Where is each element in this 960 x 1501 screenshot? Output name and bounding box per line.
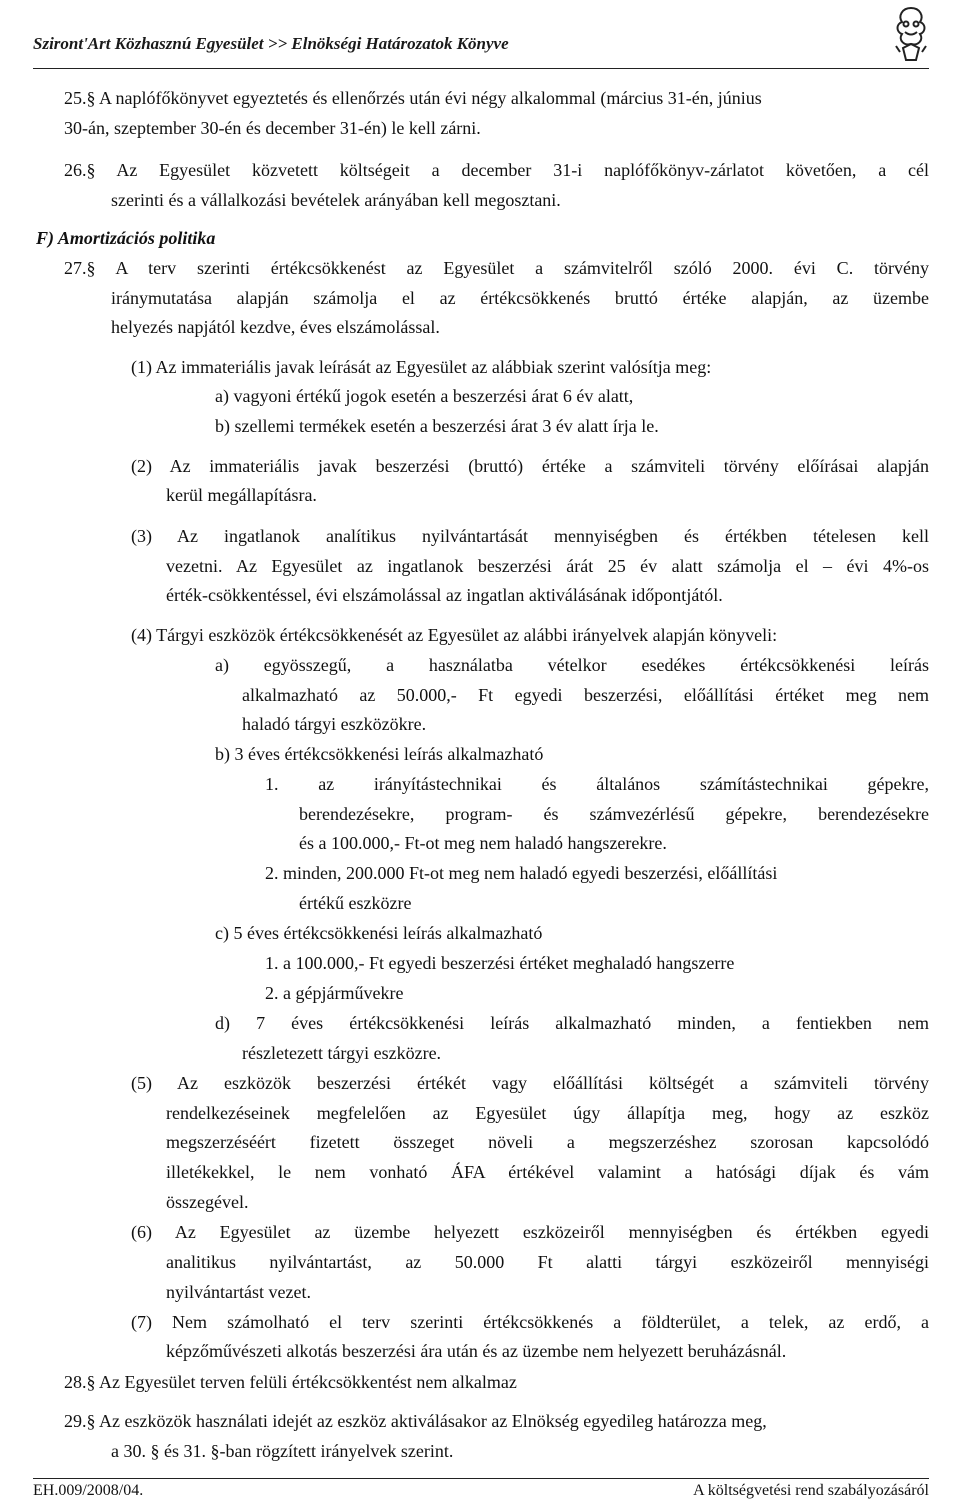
paragraph-25-line-2: 30-án, szeptember 30-én és december 31-én) le kell zárni. xyxy=(64,118,481,138)
item-5-line-3: megszerzéséért fizetett összeget növeli a megszerzéshez szorosan kapcsolódó xyxy=(166,1132,929,1152)
paragraph-27-line-2: iránymutatása alapján számolja el az értékcsökkenés bruttó értéke alapján, az üzembe xyxy=(111,288,929,308)
item-4b-line-1: b) 3 éves értékcsökkenési leírás alkalmazható xyxy=(215,744,544,764)
item-3-line-1: (3) Az ingatlanok analítikus nyilvántartását mennyiségben és értékben tételesen kell xyxy=(131,526,929,546)
item-5-line-2: rendelkezéseinek megfelelően az Egyesület úgy állapítja meg, hogy az eszköz xyxy=(166,1103,929,1123)
paragraph-28: 28.§ Az Egyesület terven felüli értékcsökkentést nem alkalmaz xyxy=(64,1372,517,1392)
item-2-line-1: (2) Az immateriális javak beszerzési (bruttó) értéke a számviteli törvény előírásai alapján xyxy=(131,456,929,476)
item-4b1-line-3: és a 100.000,- Ft-ot meg nem haladó hangszerekre. xyxy=(299,833,667,853)
item-1b: b) szellemi termékek esetén a beszerzési árat 3 év alatt írja le. xyxy=(215,416,659,436)
item-4c1: 1. a 100.000,- Ft egyedi beszerzési értéket meghaladó hangszerre xyxy=(265,953,735,973)
paragraph-26-line-2: szerinti és a vállalkozási bevételek arányában kell megosztani. xyxy=(111,190,561,210)
item-1-line-1: (1) Az immateriális javak leírását az Egyesület az alábbiak szerint valósítja meg: xyxy=(131,357,712,377)
item-4a-line-3: haladó tárgyi eszközökre. xyxy=(242,714,427,734)
paragraph-29-line-1: 29.§ Az eszközök használati idejét az eszköz aktiválásakor az Elnökség egyedileg határozza meg, xyxy=(64,1411,767,1431)
item-6-line-1: (6) Az Egyesület az üzembe helyezett eszközeiről mennyiségben és értékben egyedi xyxy=(131,1222,929,1242)
paragraph-26-line-1: 26.§ Az Egyesület közvetett költségeit a december 31-i naplófőkönyv-zárlatot követően, a cél xyxy=(64,160,929,180)
item-4b2-line-2: értékű eszközre xyxy=(299,893,412,913)
item-4c-line-1: c) 5 éves értékcsökkenési leírás alkalmazható xyxy=(215,923,543,943)
item-4-line-1: (4) Tárgyi eszközök értékcsökkenését az Egyesület az alábbi irányelvek alapján könyveli: xyxy=(131,625,778,645)
association-logo-icon xyxy=(888,2,934,66)
item-6-line-3: nyilvántartást vezet. xyxy=(166,1282,311,1302)
item-6-line-2: analitikus nyilvántartást, az 50.000 Ft alatti tárgyi eszközeiről mennyiségi xyxy=(166,1252,929,1272)
footer-document-title: A költségvetési rend szabályozásáról xyxy=(693,1482,929,1499)
item-5-line-4: illetékekkel, le nem vonható ÁFA értékével valamint a hatósági díjak és vám xyxy=(166,1162,929,1182)
item-2-line-2: kerül megállapításra. xyxy=(166,485,317,505)
item-7-line-2: képzőművészeti alkotás beszerzési ára után és az üzembe nem helyezett beruházásnál. xyxy=(166,1341,787,1361)
item-4b1-line-1: 1. az irányítástechnikai és általános számítástechnikai gépekre, xyxy=(265,774,929,794)
paragraph-29-line-2: a 30. § és 31. §-ban rögzített irányelvek szerint. xyxy=(111,1441,454,1461)
paragraph-27-line-1: 27.§ A terv szerinti értékcsökkenést az Egyesület a számvitelről szóló 2000. évi C. törvény xyxy=(64,258,929,278)
item-4a-line-2: alkalmazható az 50.000,- Ft egyedi beszerzési, előállítási értéket meg nem xyxy=(242,685,929,705)
item-5-line-5: összegével. xyxy=(166,1192,249,1212)
footer-document-number: EH.009/2008/04. xyxy=(33,1482,144,1499)
item-4c2: 2. a gépjárművekre xyxy=(265,983,404,1003)
paragraph-25-line-1: 25.§ A naplófőkönyvet egyeztetés és ellenőrzés után évi négy alkalommal (március 31-én, június xyxy=(64,88,762,108)
footer-divider xyxy=(33,1478,929,1479)
header-divider xyxy=(33,68,929,69)
item-7-line-1: (7) Nem számolható el terv szerinti értékcsökkenés a földterület, a telek, az erdő, a xyxy=(131,1312,929,1332)
item-4d-line-2: részletezett tárgyi eszközre. xyxy=(242,1043,442,1063)
item-4a-line-1: a) egyösszegű, a használatba vételkor esedékes értékcsökkenési leírás xyxy=(215,655,929,675)
item-5-line-1: (5) Az eszközök beszerzési értékét vagy előállítási költségét a számviteli törvény xyxy=(131,1073,929,1093)
paragraph-27-line-3: helyezés napjától kezdve, éves elszámolással. xyxy=(111,317,440,337)
item-1a: a) vagyoni értékű jogok esetén a beszerzési árat 6 év alatt, xyxy=(215,386,634,406)
item-4b2-line-1: 2. minden, 200.000 Ft-ot meg nem haladó egyedi beszerzési, előállítási xyxy=(265,863,778,883)
section-heading-amortization: F) Amortizációs politika xyxy=(36,228,216,248)
item-4d-line-1: d) 7 éves értékcsökkenési leírás alkalmazható minden, a fentiekben nem xyxy=(215,1013,929,1033)
item-4b1-line-2: berendezésekre, program- és számvezérlésű gépekre, berendezésekre xyxy=(299,804,929,824)
document-header-title: Sziront'Art Közhasznú Egyesület >> Elnökségi Határozatok Könyve xyxy=(33,34,509,53)
item-3-line-2: vezetni. Az Egyesület az ingatlanok beszerzési árát 25 év alatt számolja el – évi 4%-os xyxy=(166,556,929,576)
item-3-line-3: érték-csökkentéssel, évi elszámolással az ingatlan aktiválásának időpontjától. xyxy=(166,585,723,605)
